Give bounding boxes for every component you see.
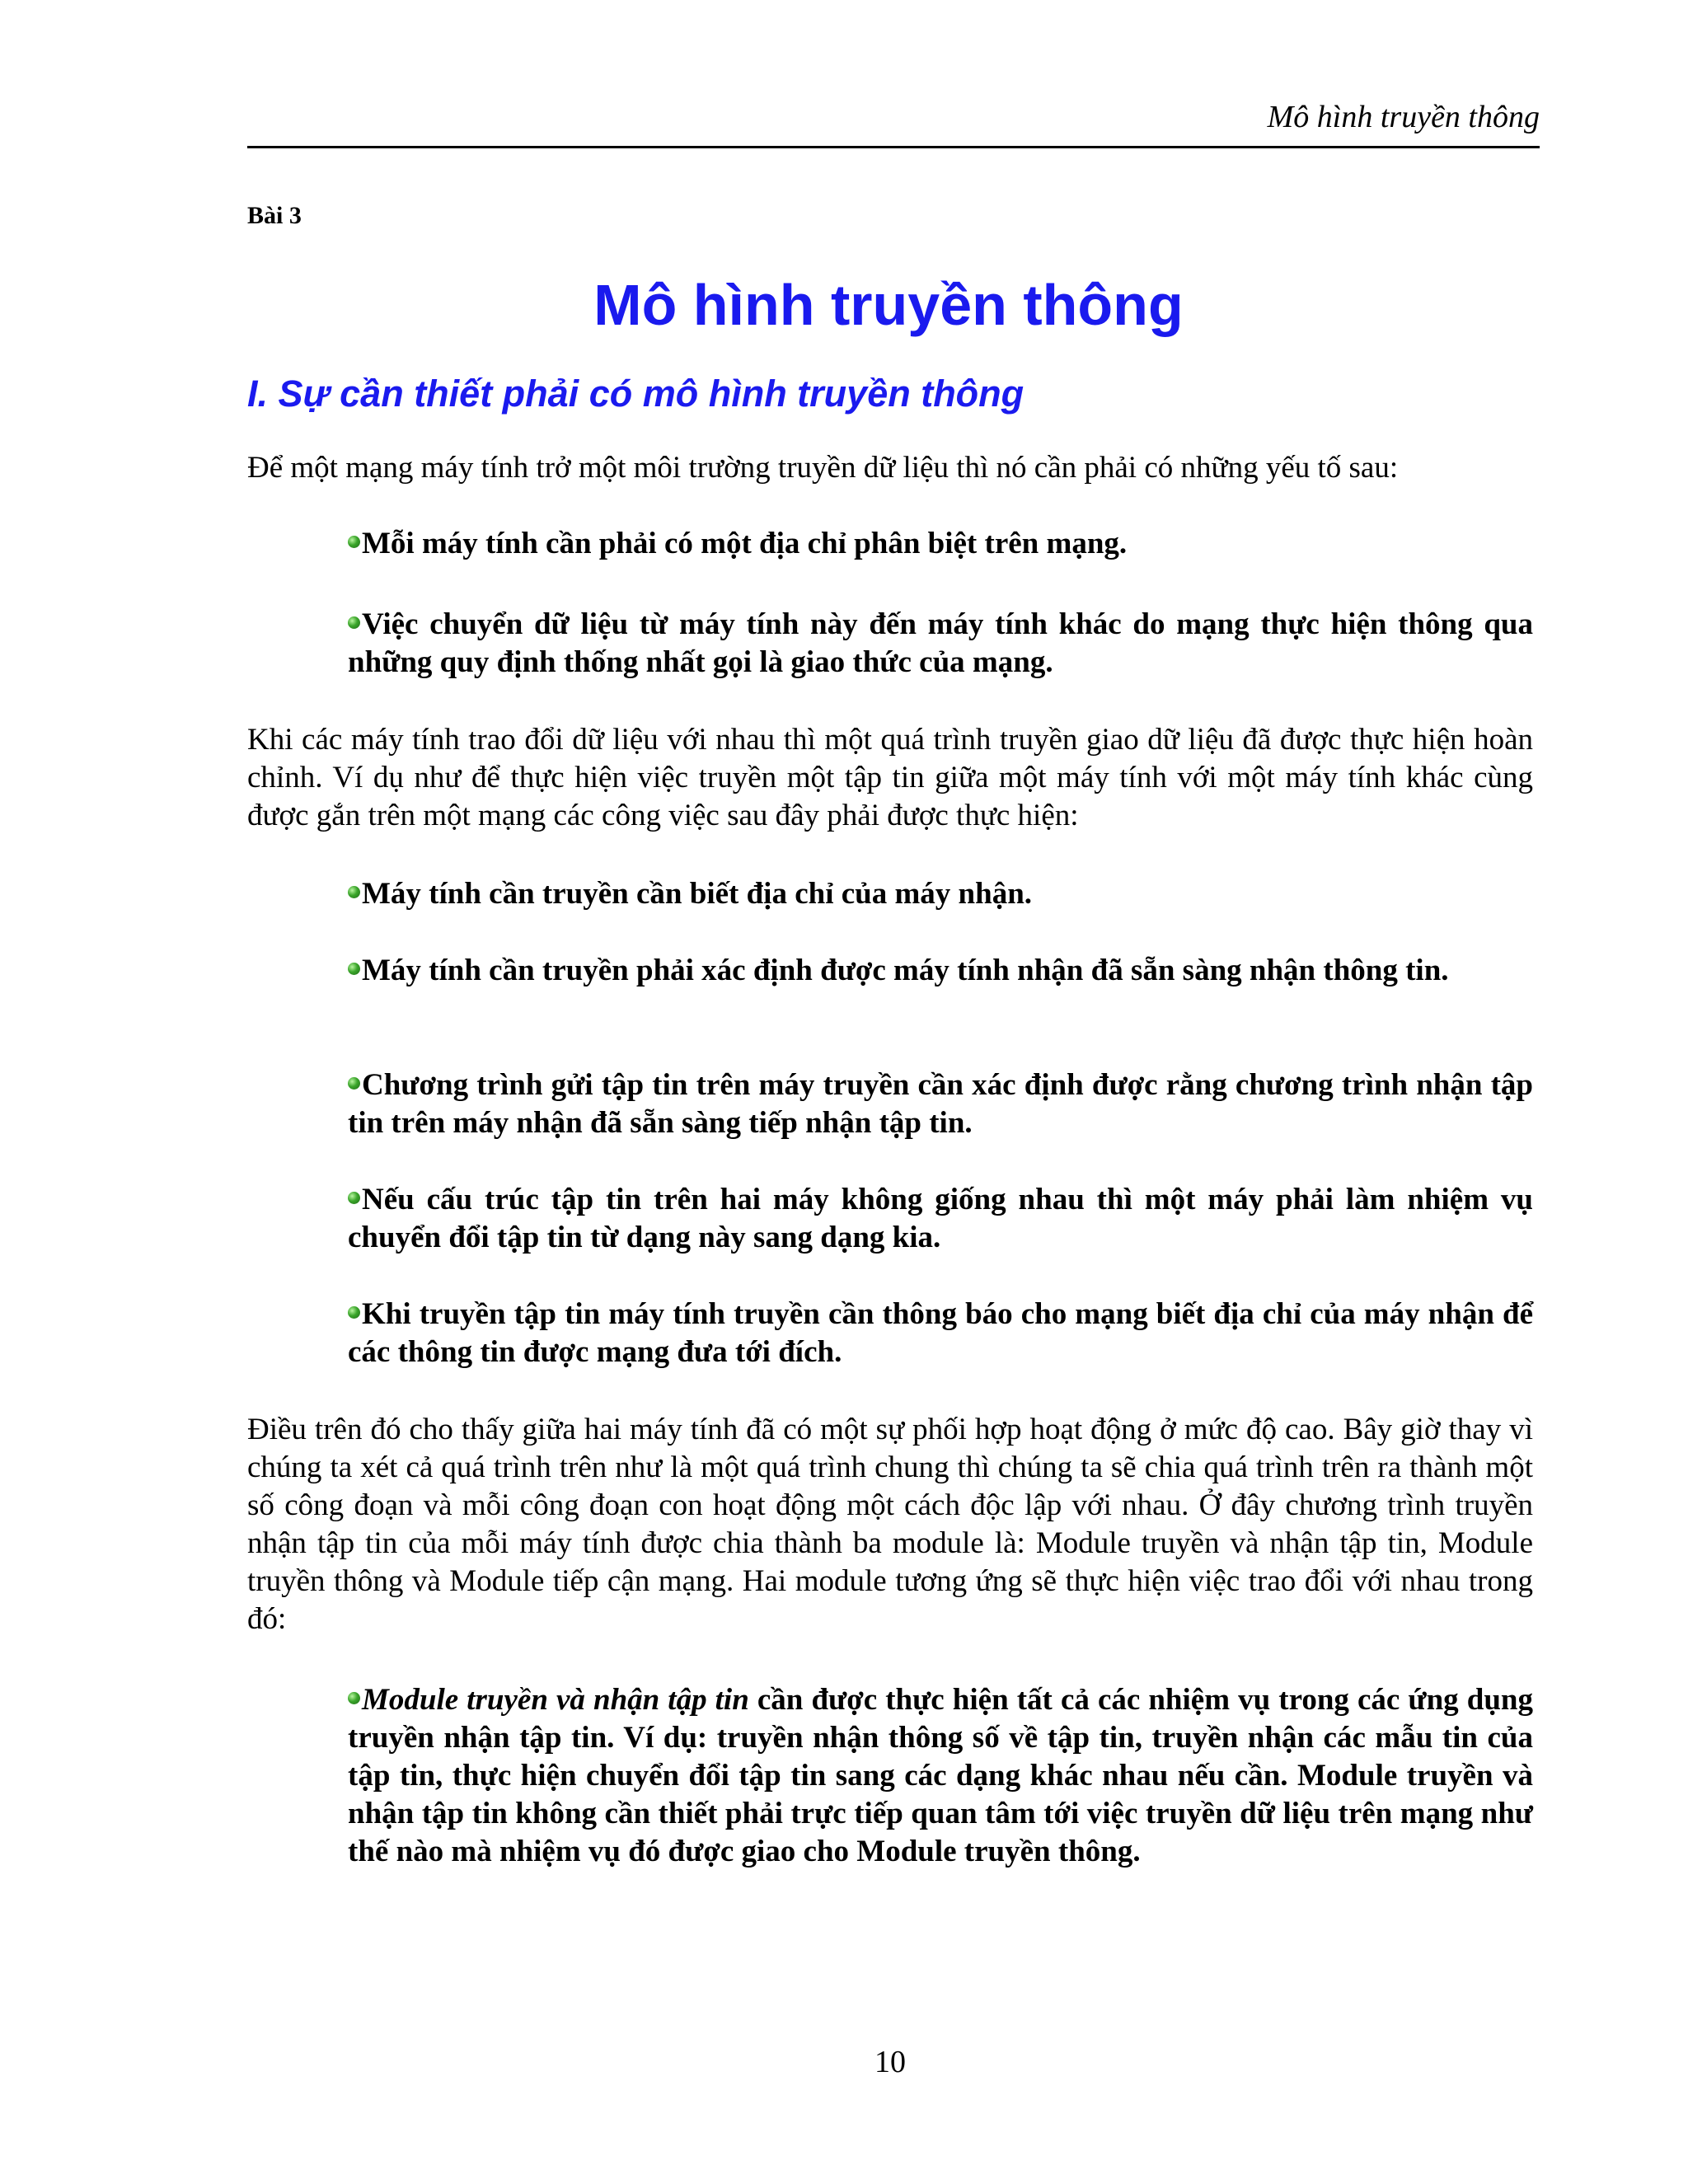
paragraph-intro: Để một mạng máy tính trở một môi trường truyền dữ liệu thì nó cần phải có những yếu tố sau:: [247, 451, 1399, 485]
lesson-label: Bài 3: [247, 202, 302, 229]
section-heading: I. Sự cần thiết phải có mô hình truyền thông: [247, 373, 1025, 415]
green-ball-bullet-icon: [348, 536, 360, 548]
bullet-item: [348, 952, 1533, 990]
page-number: 10: [874, 2045, 906, 2079]
bullet-text: cần được thực hiện tất cả các nhiệm vụ trong các ứng dụng truyền nhận tập tin. Ví dụ: truyền nhận thông số về tập tin, truyền nhận các mẫu tin của tập tin, thực hiện chuyển đổi tập tin sang các dạng khác nhau nếu cần. Module truyền và nhận tập tin không cần thiết phải trực tiếp quan tâm tới việc truyền dữ liệu trên mạng như thế nào mà nhiệm vụ đó được giao cho Module truyền thông.: [348, 1683, 1533, 1868]
bullet-text: Máy tính cần truyền cần biết địa chỉ của máy nhận.: [362, 877, 1033, 911]
green-ball-bullet-icon: [348, 886, 360, 898]
green-ball-bullet-icon: [348, 1077, 360, 1090]
green-ball-bullet-icon: [348, 1192, 360, 1204]
bullet-item: [348, 606, 1533, 682]
bullet-text: Mỗi máy tính cần phải có một địa chỉ phân biệt trên mạng.: [362, 527, 1128, 560]
bullet-text: Việc chuyển dữ liệu từ máy tính này đến máy tính khác do mạng thực hiện thông qua những quy định thống nhất gọi là giao thức của mạng.: [348, 607, 1533, 679]
paragraph-modules: Điều trên đó cho thấy giữa hai máy tính đã có một sự phối hợp hoạt động ở mức độ cao. Bây giờ thay vì chúng ta xét cả quá trình trên như là một quá trình chung thì chúng ta sẽ chia quá trình trên ra thành một số công đoạn và mỗi công đoạn con hoạt động một cách độc lập với nhau. Ở đây chương trình truyền nhận tập tin của mỗi máy tính được chia thành ba module là: Module truyền và nhận tập tin, Module truyền thông và Module tiếp cận mạng. Hai module tương ứng sẽ thực hiện việc trao đổi với nhau trong đó:: [247, 1413, 1533, 1636]
running-header: Mô hình truyền thông: [1267, 100, 1540, 134]
bullet-item: [348, 875, 1533, 913]
green-ball-bullet-icon: [348, 616, 360, 629]
bullet-item: [348, 1296, 1533, 1371]
bullet-text: Chương trình gửi tập tin trên máy truyền cần xác định được rằng chương trình nhận tập tin trên máy nhận đã sẵn sàng tiếp nhận tập tin.: [348, 1068, 1533, 1140]
bullet-lead-italic: Module truyền và nhận tập tin: [362, 1683, 749, 1717]
page-title: Mô hình truyền thông: [593, 273, 1184, 337]
paragraph-example: Khi các máy tính trao đổi dữ liệu với nhau thì một quá trình truyền giao dữ liệu đã được thực hiện hoàn chỉnh. Ví dụ như để thực hiện việc truyền một tập tin giữa một máy tính với một máy tính khác cùng được gắn trên một mạng các công việc sau đây phải được thực hiện:: [247, 723, 1533, 832]
green-ball-bullet-icon: [348, 1692, 360, 1704]
bullet-text: Máy tính cần truyền phải xác định được máy tính nhận đã sẵn sàng nhận thông tin.: [362, 954, 1449, 987]
green-ball-bullet-icon: [348, 963, 360, 975]
bullet-text: Nếu cấu trúc tập tin trên hai máy không giống nhau thì một máy phải làm nhiệm vụ chuyển đổi tập tin từ dạng này sang dạng kia.: [348, 1183, 1533, 1254]
bullet-item: [348, 1066, 1533, 1142]
bullet-item: [348, 1181, 1533, 1257]
bullet-item: [348, 1681, 1533, 1871]
bullet-text: Khi truyền tập tin máy tính truyền cần thông báo cho mạng biết địa chỉ của máy nhận để các thông tin được mạng đưa tới đích.: [348, 1297, 1533, 1369]
bullet-item: [348, 525, 1533, 563]
header-divider: [247, 146, 1540, 148]
green-ball-bullet-icon: [348, 1306, 360, 1319]
